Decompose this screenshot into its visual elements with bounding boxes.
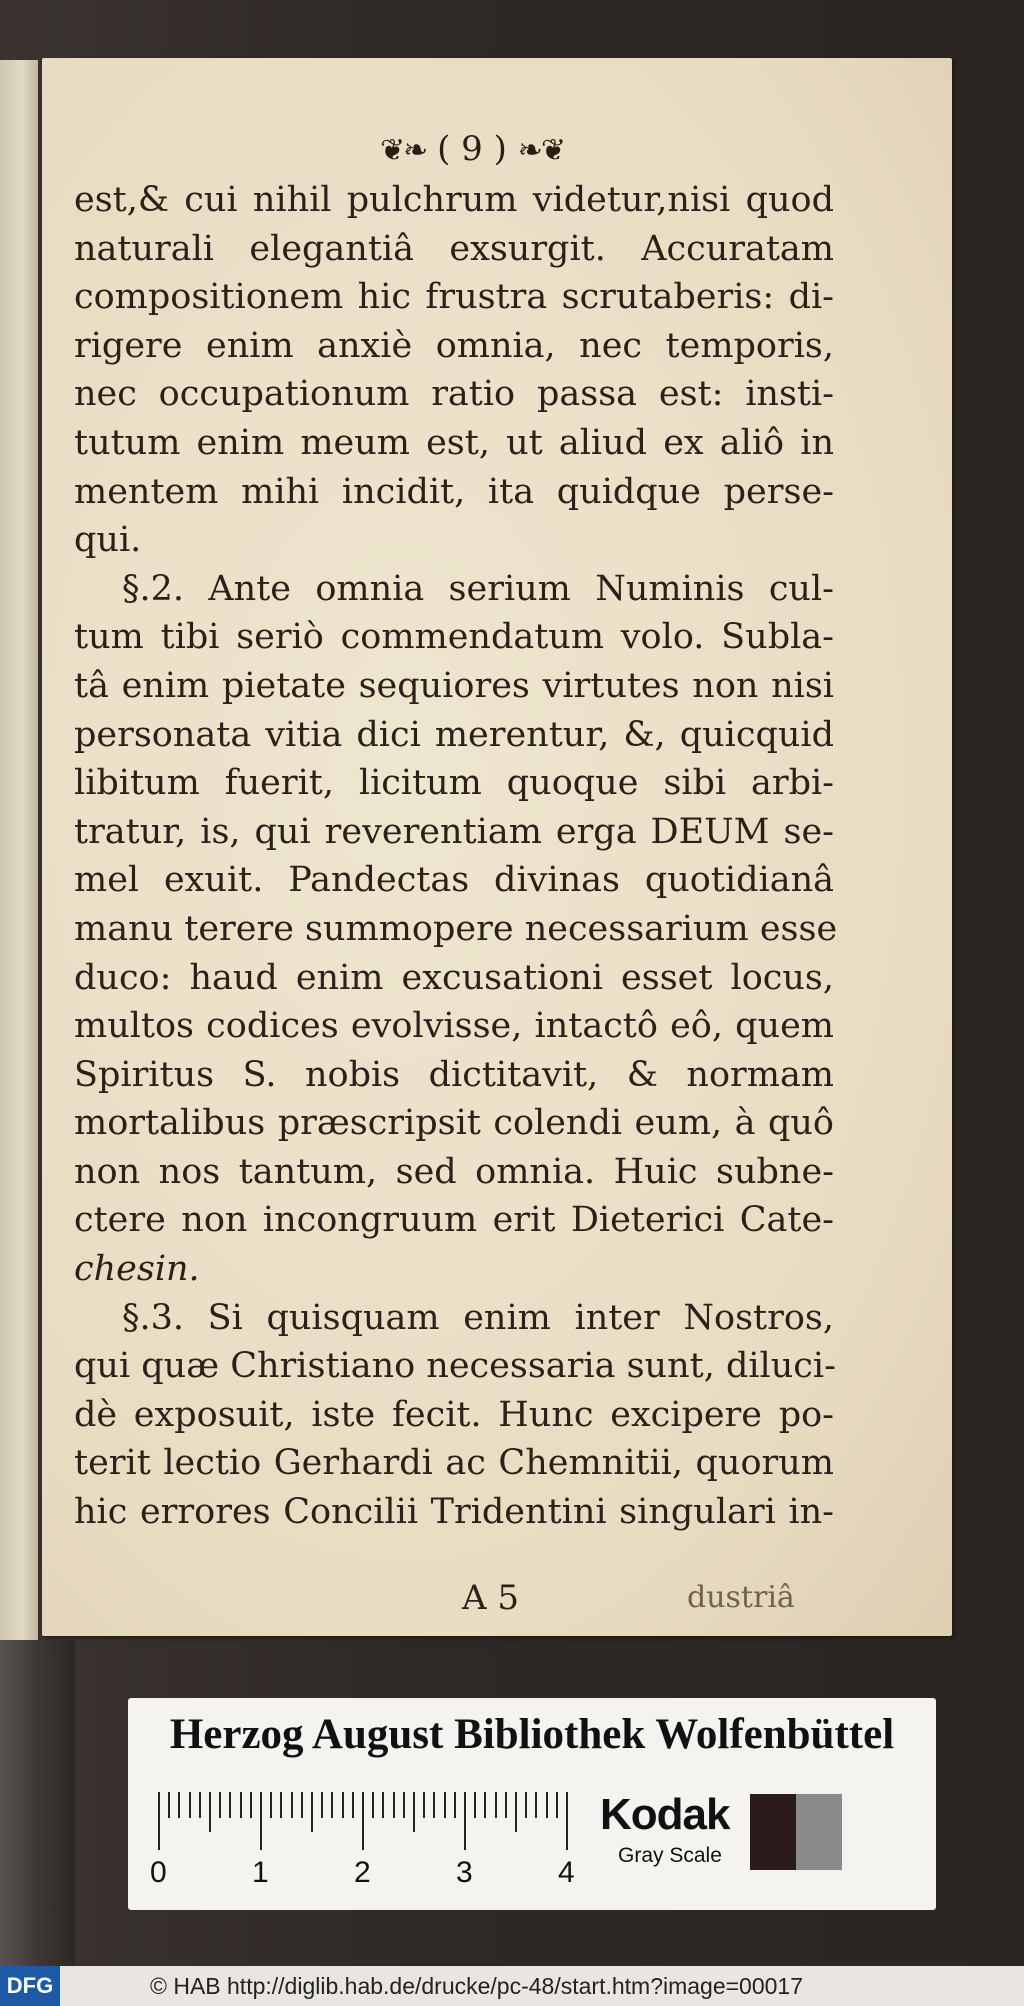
dfg-logo: DFG <box>0 1966 60 2006</box>
ruler-tick <box>270 1792 272 1818</box>
ruler-tick <box>546 1792 548 1818</box>
ruler-tick <box>229 1792 231 1818</box>
text-line: ctere non incongruum erit Dieterici Cate- <box>74 1200 834 1241</box>
ruler-tick <box>168 1792 170 1818</box>
swatch-dark <box>750 1794 796 1870</box>
gray-swatches <box>750 1794 888 1870</box>
ruler-tick <box>454 1792 456 1818</box>
book-binding <box>0 1640 75 1966</box>
text-line: duco: haud enim excusationi esset locus, <box>74 957 834 998</box>
ruler-tick <box>199 1792 201 1818</box>
kodak-logo: Kodak <box>600 1790 730 1839</box>
text-line: non nos tantum, sed omnia. Huic subne- <box>74 1151 834 1192</box>
ruler-tick <box>352 1792 354 1818</box>
ruler-tick <box>342 1792 344 1818</box>
library-name: Herzog August Bibliothek Wolfenbüttel <box>169 1711 895 1758</box>
text-line: qui quæ Christiano necessaria sunt, diluci- <box>74 1346 836 1387</box>
color-calibration-card <box>128 1698 936 1910</box>
section-start-line: §.2. Ante omnia serium Numinis cul- <box>122 568 834 609</box>
ruler-tick <box>382 1792 384 1818</box>
text-line: terit lectio Gerhardi ac Chemnitii, quorum <box>74 1443 834 1484</box>
ruler-number: 2 <box>354 1856 371 1889</box>
ruler-tick <box>280 1792 282 1818</box>
text-line: Spiritus S. nobis dictitavit, & normam <box>74 1054 834 1095</box>
text-line: dè exposuit, iste fecit. Hunc excipere po- <box>74 1394 834 1435</box>
ruler-tick <box>209 1792 211 1832</box>
text-line: personata vitia dici merentur, &, quicquid <box>74 714 834 755</box>
ruler-tick <box>301 1792 303 1818</box>
page-header <box>322 124 622 174</box>
book-page <box>42 58 952 1636</box>
text-line: mortalibus præscripsit colendi eum, à quô <box>74 1103 834 1144</box>
ruler-tick <box>158 1792 160 1850</box>
ornament-right-icon: ❧❦ <box>517 133 564 168</box>
text-line: multos codices evolvisse, intactô eô, quem <box>74 1006 834 1047</box>
ruler-tick <box>474 1792 476 1818</box>
text-line: naturali elegantiâ exsurgit. Accuratam <box>74 228 834 269</box>
swatch-mid <box>796 1794 842 1870</box>
text-line: tâ enim pietate sequiores virtutes non nisi <box>74 665 834 706</box>
page-text <box>74 176 838 1537</box>
ruler-tick <box>372 1792 374 1818</box>
ruler-number: 0 <box>150 1856 167 1889</box>
swatch-light <box>842 1794 888 1870</box>
ruler-tick <box>444 1792 446 1818</box>
ruler-tick <box>484 1792 486 1818</box>
ruler-tick <box>311 1792 313 1832</box>
ruler-tick <box>556 1792 558 1818</box>
text-line: manu terere summopere necessarium esse <box>74 908 838 949</box>
ruler-number: 4 <box>558 1856 575 1889</box>
text-line: chesin. <box>74 1249 200 1290</box>
ruler-tick <box>566 1792 568 1850</box>
credit-link[interactable]: © HAB http://diglib.hab.de/drucke/pc-48/start.htm?image=00017 <box>150 1972 804 1999</box>
footer-bar <box>0 1966 1024 2006</box>
ruler-tick <box>393 1792 395 1818</box>
text-line: tratur, is, qui reverentiam erga DEUM se- <box>74 811 834 852</box>
ruler-tick <box>433 1792 435 1818</box>
text-line: compositionem hic frustra scrutaberis: di- <box>74 277 834 318</box>
ruler-tick <box>525 1792 527 1818</box>
ornament-left-icon: ❦❧ <box>380 133 427 168</box>
ruler-tick <box>495 1792 497 1818</box>
ruler-tick <box>403 1792 405 1818</box>
text-line: est,& cui nihil pulchrum videtur,nisi quod <box>74 180 834 220</box>
ruler-tick <box>291 1792 293 1818</box>
ruler-tick <box>331 1792 333 1818</box>
text-line: nec occupationum ratio passa est: insti- <box>74 374 834 415</box>
ruler-tick <box>219 1792 221 1818</box>
text-line: libitum fuerit, licitum quoque sibi arbi- <box>74 763 834 804</box>
text-line: mentem mihi incidit, ita quidque perse- <box>74 471 834 512</box>
gray-scale-label: Gray Scale <box>618 1844 722 1867</box>
text-line: tum tibi seriò commendatum volo. Subla- <box>74 617 834 658</box>
ruler-number: 3 <box>456 1856 473 1889</box>
ruler-tick <box>535 1792 537 1818</box>
text-line: hic errores Concilii Tridentini singulari in- <box>74 1492 834 1533</box>
signature-mark: A 5 <box>462 1578 519 1618</box>
ruler-tick <box>413 1792 415 1832</box>
ruler-tick <box>362 1792 364 1850</box>
ruler-tick <box>240 1792 242 1818</box>
text-line: rigere enim anxiè omnia, nec temporis, <box>74 325 834 366</box>
ruler-tick <box>464 1792 466 1850</box>
catchword: dustriâ <box>687 1580 795 1615</box>
ruler-tick <box>189 1792 191 1818</box>
ruler-tick <box>505 1792 507 1818</box>
ruler-tick <box>321 1792 323 1818</box>
section-start-line: §.3. Si quisquam enim inter Nostros, <box>122 1297 834 1338</box>
adjacent-page-edge <box>0 60 38 1640</box>
text-line: tutum enim meum est, ut aliud ex aliô in <box>74 422 834 463</box>
ruler-tick <box>178 1792 180 1818</box>
text-line: qui. <box>74 520 142 561</box>
page-number: ( 9 ) <box>437 129 507 169</box>
ruler-tick <box>250 1792 252 1818</box>
ruler-tick <box>423 1792 425 1818</box>
ruler-tick <box>515 1792 517 1832</box>
ruler-tick <box>260 1792 262 1850</box>
text-line: mel exuit. Pandectas divinas quotidianâ <box>74 860 834 901</box>
ruler-number: 1 <box>252 1856 269 1889</box>
